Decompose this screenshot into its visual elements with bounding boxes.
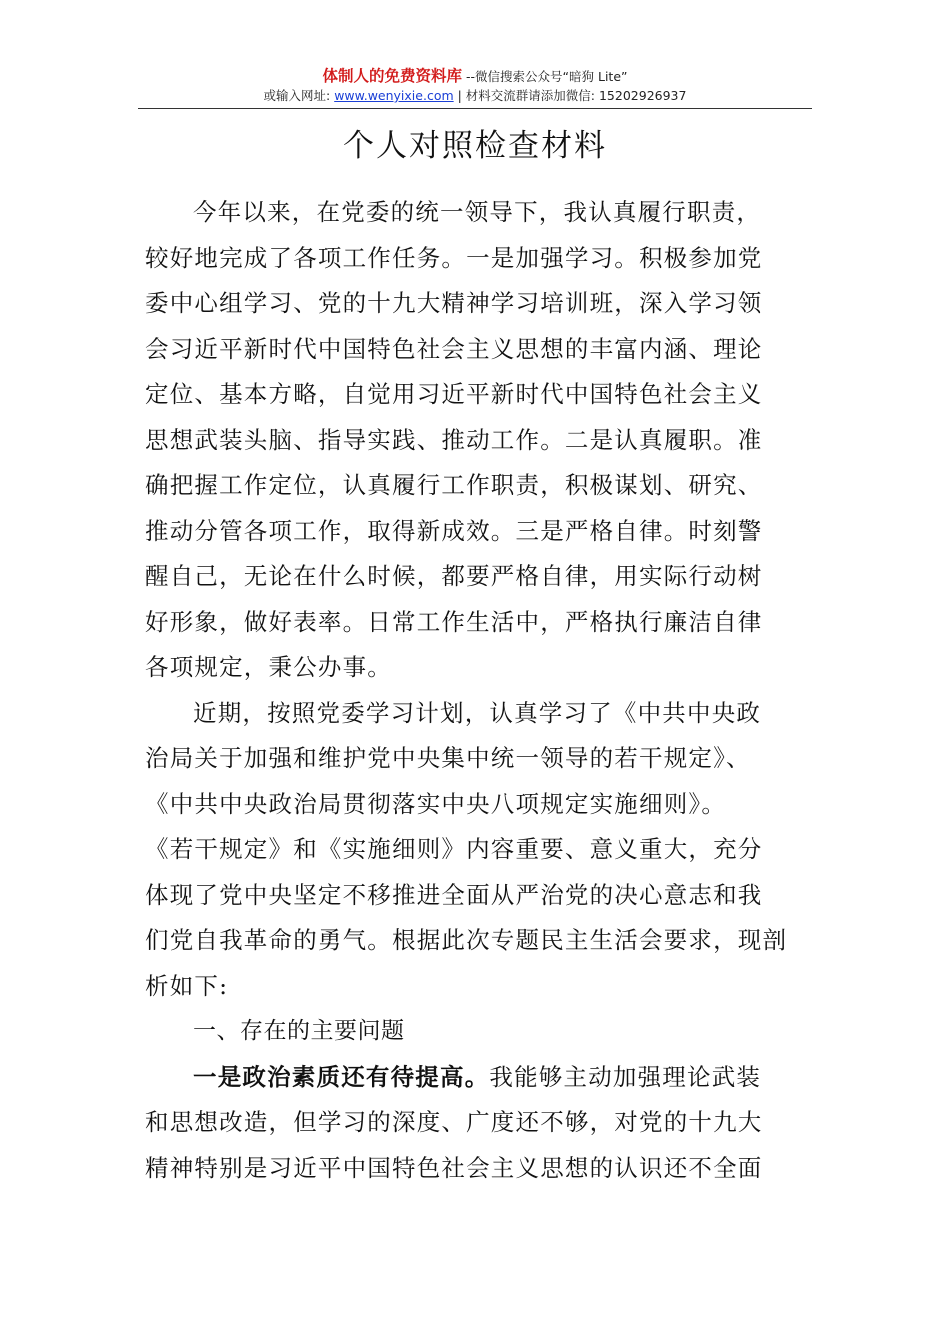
- text-line: 会习近平新时代中国特色社会主义思想的丰富内涵、理论: [145, 334, 763, 363]
- text-line: 精神特别是习近平中国特色社会主义思想的认识还不全面: [145, 1153, 763, 1182]
- header-contact: [0, 87, 950, 105]
- text-line: 醒自己，无论在什么时候，都要严格自律，用实际行动树: [145, 562, 763, 590]
- point-text: 我能够主动加强理论武装: [489, 1062, 762, 1091]
- text-line: 体现了党中央坚定不移推进全面从严治党的决心意志和我: [145, 880, 763, 909]
- text-line: 们党自我革命的勇气。根据此次专题民主生活会要求，现剖: [145, 926, 788, 954]
- text-line: 确把握工作定位，认真履行工作职责，积极谋划、研究、: [145, 471, 763, 499]
- document-body: [145, 190, 807, 1191]
- text-line: 治局关于加强和维护党中央集中统一领导的若干规定》、: [145, 744, 751, 772]
- text-line: 近期，按照党委学习计划，认真学习了《中共中央政: [193, 698, 762, 727]
- text-line: [145, 1055, 807, 1101]
- text-line: 析如下:: [145, 971, 229, 1000]
- website-link[interactable]: www.wenyixie.com: [334, 88, 454, 103]
- point-lead: 一是政治素质还有待提高。: [193, 1062, 490, 1091]
- text-line: 较好地完成了各项工作任务。一是加强学习。积极参加党: [145, 243, 763, 272]
- text-line: 《若干规定》和《实施细则》内容重要、意义重大，充分: [145, 835, 763, 863]
- text-line: 好形象，做好表率。日常工作生活中，严格执行廉洁自律: [145, 607, 763, 636]
- text-line: 今年以来，在党委的统一领导下，我认真履行职责，: [193, 198, 762, 226]
- url-prefix: 或输入网址:: [263, 88, 335, 103]
- contact-info: | 材料交流群请添加微信: 15202926937: [453, 88, 687, 103]
- section-heading: 一、存在的主要问题: [193, 1018, 405, 1044]
- page-header: [0, 66, 950, 105]
- text-line: 定位、基本方略，自觉用习近平新时代中国特色社会主义: [145, 380, 763, 408]
- brand-name: 体制人的免费资料库: [322, 67, 463, 85]
- text-line: 思想武装头脑、指导实践、推动工作。二是认真履职。准: [145, 425, 763, 454]
- text-line: 推动分管各项工作，取得新成效。三是严格自律。时刻警: [145, 516, 763, 545]
- header-banner: [0, 66, 950, 87]
- text-line: 各项规定，秉公办事。: [145, 653, 392, 681]
- text-line: 《中共中央政治局贯彻落实中央八项规定实施细则》。: [145, 789, 727, 818]
- document-title: 个人对照检查材料: [343, 128, 607, 164]
- text-line: 和思想改造，但学习的深度、广度还不够，对党的十九大: [145, 1108, 763, 1136]
- text-line: 委中心组学习、党的十九大精神学习培训班，深入学习领: [145, 289, 763, 317]
- header-tagline: --微信搜索公众号“暗狗 Lite”: [462, 69, 628, 84]
- header-divider: [138, 108, 812, 109]
